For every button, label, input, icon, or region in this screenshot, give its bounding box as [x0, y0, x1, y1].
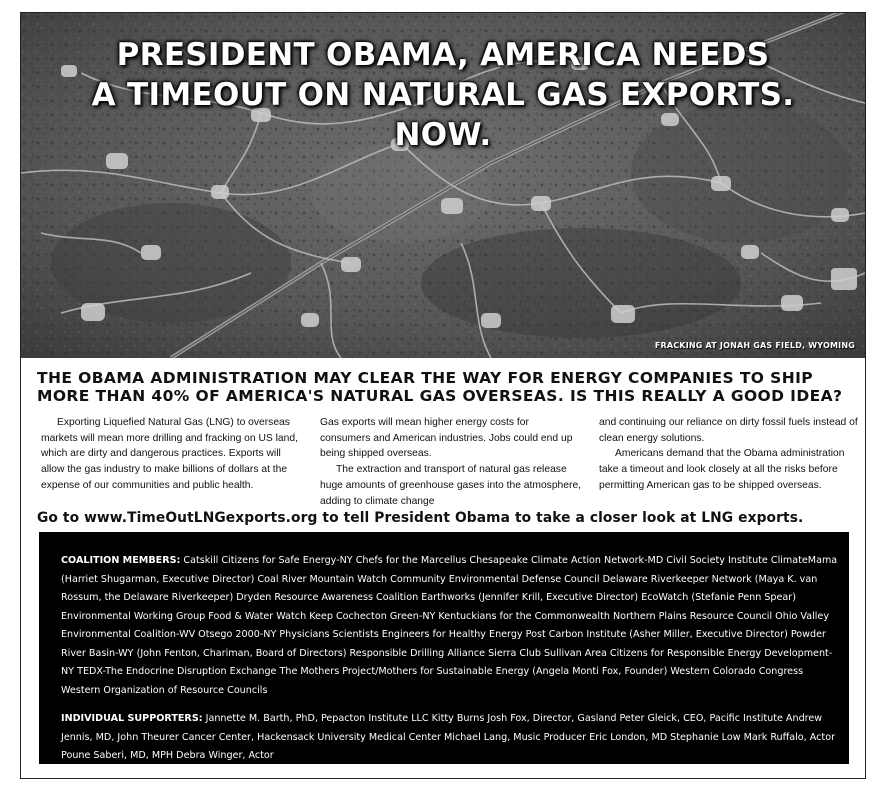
- body-paragraph: Exporting Liquefied Natural Gas (LNG) to overseas markets will mean more drilling and fracking on US land, which are dirty and dangerous practices. Exports will allow the gas industry to make billions of dollars at the expense of our communities and public health.: [41, 417, 298, 491]
- body-column-3: [599, 415, 861, 509]
- subheadline: THE OBAMA ADMINISTRATION MAY CLEAR THE WAY FOR ENERGY COMPANIES TO SHIP MORE THAN 40% OF AMERICA'S NATURAL GAS OVERSEAS. IS THIS REALLY A GOOD IDEA?: [37, 369, 843, 405]
- advertisement: [20, 12, 866, 779]
- coalition-members: [61, 552, 839, 700]
- aerial-photo-gas-field: [21, 13, 865, 358]
- individual-supporters: [61, 710, 839, 766]
- headline: [21, 35, 865, 155]
- call-to-action: Go to www.TimeOutLNGexports.org to tell President Obama to take a closer look at LNG exports.: [37, 510, 804, 526]
- body-paragraph: and continuing our reliance on dirty fossil fuels instead of clean energy solutions.: [599, 417, 858, 444]
- headline-line-2: A TIMEOUT ON NATURAL GAS EXPORTS.: [91, 77, 795, 113]
- headline-line-3: NOW.: [394, 117, 492, 153]
- coalition-label: COALITION MEMBERS:: [61, 555, 181, 566]
- body-paragraph: Gas exports will mean higher energy costs for consumers and American industries. Jobs could end up being shipped overseas.: [320, 417, 573, 460]
- body-column-2: [320, 415, 582, 509]
- supporters-list: Jannette M. Barth, PhD, Pepacton Institute LLC Kitty Burns Josh Fox, Director, Gasland Peter Gleick, CEO, Pacific Institute Andrew Jennis, MD, John Theurer Cancer Center, Hackensack University Medical Center Michael Lang, Music Producer Eric London, MD Stephanie Low Mark Ruffalo, Actor Poune Saberi, MD, MPH Debra Winger, Actor: [61, 713, 836, 761]
- supporters-box: [39, 532, 849, 764]
- body-columns: [41, 415, 861, 509]
- supporters-label: INDIVIDUAL SUPPORTERS:: [61, 713, 203, 724]
- body-paragraph: The extraction and transport of natural gas release huge amounts of greenhouse gases into the atmosphere, adding to climate change: [320, 464, 582, 507]
- body-paragraph: Americans demand that the Obama administration take a timeout and look closely at all the risks before permitting American gas to be shipped overseas.: [599, 448, 845, 491]
- photo-caption: FRACKING AT JONAH GAS FIELD, WYOMING: [654, 341, 855, 350]
- coalition-list: Catskill Citizens for Safe Energy-NY Chefs for the Marcellus Chesapeake Climate Action Network-MD Civil Society Institute ClimateMama (Harriet Shugarman, Executive Director) Coal River Mountain Watch Community Environmental Defense Council Delaware Riverkeeper Network (Maya K. van Rossum, the Delaware Riverkeeper) Dryden Resource Awareness Coalition Earthworks (Jennifer Krill, Executive Director) EcoWatch (Stefanie Penn Spear) Environmental Working Group Food & Water Watch Keep Cochecton Green-NY Kentuckians for the Commonwealth Northern Plains Resource Council Ohio Valley Environmental Coalition-WV Otsego 2000-NY Physicians Scientists Engineers for Healthy Energy Post Carbon Institute (Asher Miller, Executive Director) Powder River Basin-WY (John Fenton, Chariman, Board of Directors) Responsible Drilling Alliance Sierra Club Sullivan Area Citizens for Responsible Energy Development-NY TEDX-The Endocrine Disruption Exchange The Mothers Project/Mothers for Sustainable Energy (Angela Monti Fox, Founder) Western Colorado Congress Western Organization of Resource Councils: [61, 555, 838, 696]
- headline-line-1: PRESIDENT OBAMA, AMERICA NEEDS: [116, 37, 770, 73]
- body-column-1: [41, 415, 303, 509]
